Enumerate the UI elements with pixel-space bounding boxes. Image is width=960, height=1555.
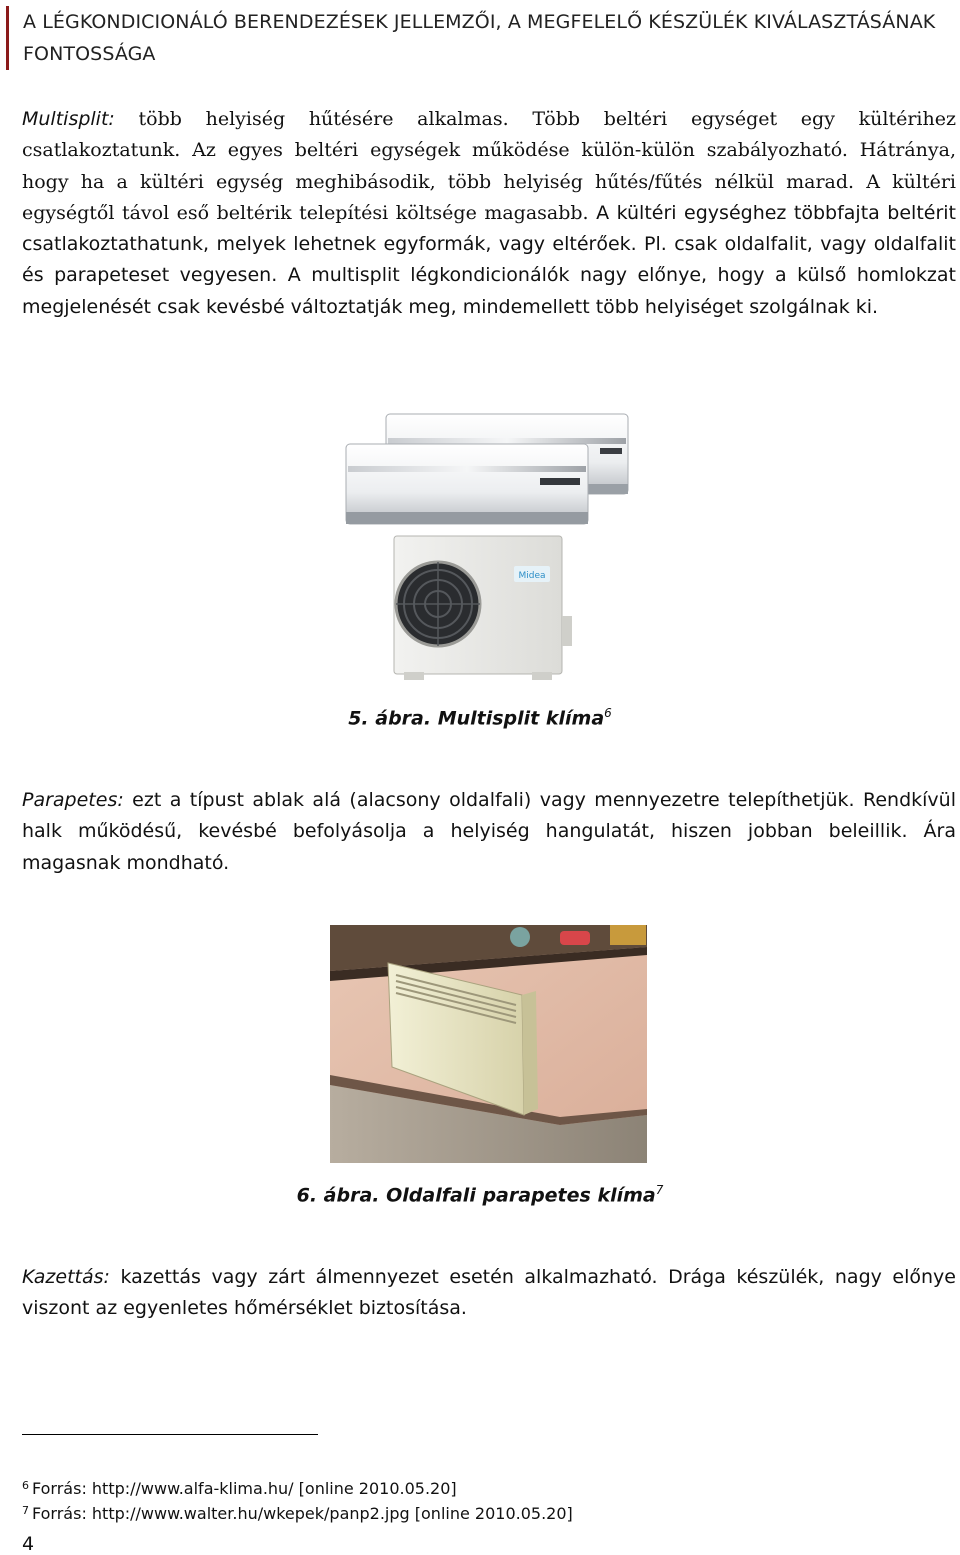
footnote-6-number: 6 (22, 1479, 29, 1492)
term-multisplit: Multisplit: (22, 108, 115, 130)
multisplit-text-b: A kültéri egységhez többfajta beltérit csatlakoztathatunk, melyek lehetnek egyformák, vagy eltérőek. Pl. csak oldalfalit, vagy oldalfalit és parapeteset vegyesen. A multisplit légkondicionálók nagy előnye, hogy a külső homlokzat megjelenését csak kevésbé változtatják meg, mindemellett több helyiséget szolgálnak ki. (22, 201, 956, 318)
footnote-6-text: Forrás: http://www.alfa-klima.hu/ [online 2010.05.20] (32, 1479, 457, 1498)
figure-6-caption-text: 6. ábra. Oldalfali parapetes klíma (296, 1184, 656, 1207)
footnote-separator (22, 1434, 318, 1435)
term-kazettas: Kazettás: (22, 1266, 110, 1288)
parapetes-text: ezt a típust ablak alá (alacsony oldalfali) vagy mennyezetre telepíthetjük. Rendkívül halk működésű, kevésbé befolyásolja a helyiség hangulatát, hiszen jobban beleillik. Ára magasnak mondható. (22, 789, 956, 874)
figure-5-footnote-ref: 6 (604, 706, 612, 720)
footnote-7-text: Forrás: http://www.walter.hu/wkepek/panp2.jpg [online 2010.05.20] (32, 1504, 573, 1523)
figure-5-caption-text: 5. ábra. Multisplit klíma (348, 707, 605, 730)
figure-5-caption (0, 706, 960, 729)
multisplit-text-a: több helyiség hűtésére alkalmas. Több beltéri egységet egy kültérihez csatlakoztatunk. Az egyes beltéri egységek működése külön-külön szabályozható. Hátránya, hogy ha a kültéri egység meghibásodik, több helyiség hűtés/fűtés nélkül marad. A kültéri egységtől távol eső beltérik telepítési költsége magasabb. (22, 108, 956, 224)
paragraph-kazettas (22, 1262, 956, 1325)
footnote-7 (22, 1500, 573, 1525)
figure-6-footnote-ref: 7 (655, 1183, 664, 1197)
indoor-unit-front (346, 444, 588, 524)
term-parapetes: Parapetes: (22, 789, 124, 811)
parapet-ac-photo (0, 925, 960, 1165)
header-line-2: FONTOSSÁGA (23, 43, 156, 65)
brand-logo: Midea (518, 571, 546, 581)
outdoor-unit (394, 536, 572, 680)
kazettas-text: kazettás vagy zárt álmennyezet esetén alkalmazható. Drága készülék, nagy előnye viszont az egyenletes hőmérséklet biztosítása. (22, 1266, 956, 1320)
multisplit-ac-image (0, 408, 960, 683)
figure-6-caption (0, 1183, 960, 1206)
footnote-6 (22, 1475, 457, 1500)
paragraph-multisplit (22, 104, 956, 323)
running-header (6, 6, 960, 70)
page-number: 4 (22, 1533, 35, 1555)
paragraph-parapetes (22, 785, 956, 879)
footnote-7-number: 7 (22, 1504, 29, 1517)
header-line-1: A LÉGKONDICIONÁLÓ BERENDEZÉSEK JELLEMZŐI, A MEGFELELŐ KÉSZÜLÉK KIVÁLASZTÁSÁNAK (23, 11, 936, 33)
